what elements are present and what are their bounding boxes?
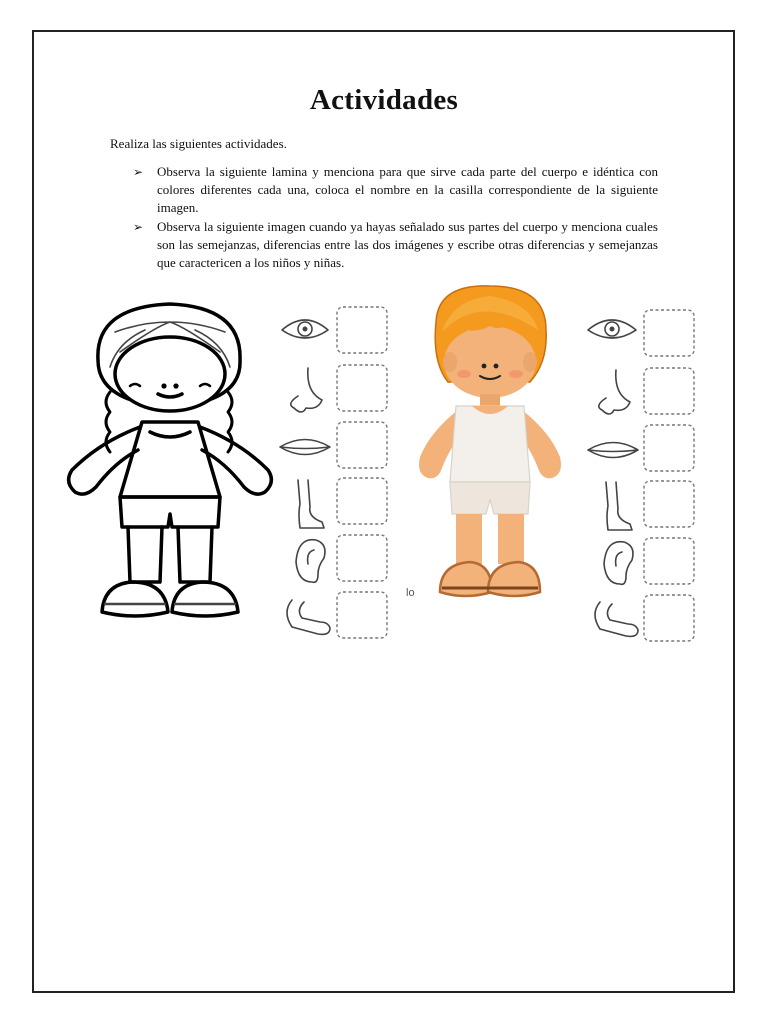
arrow-bullet-icon: ➢ [133, 219, 144, 234]
arm-icon [595, 602, 638, 636]
boy-colored-figure [419, 286, 561, 596]
leg-icon [298, 480, 324, 528]
instruction-text: Observa la siguiente imagen cuando ya hayas señalado sus partes del cuerpo y menciona cuales son las semejanzas, diferencias entre las dos imágenes y escribe otras diferencias y semejanzas que caractericen a los niños y niñas. [157, 218, 658, 271]
intro-text: Realiza las siguientes actividades. [110, 136, 287, 151]
answer-box[interactable] [337, 592, 387, 638]
answer-box[interactable] [337, 365, 387, 411]
answer-box[interactable] [644, 368, 694, 414]
answer-box[interactable] [337, 535, 387, 581]
ear-icon [296, 540, 325, 583]
eye-icon [282, 320, 328, 338]
answer-box[interactable] [337, 478, 387, 524]
answer-box[interactable] [337, 422, 387, 468]
instruction-item [133, 163, 658, 218]
arm-icon [287, 600, 330, 634]
answer-box[interactable] [337, 307, 387, 353]
nose-icon [291, 368, 322, 412]
answer-box[interactable] [644, 310, 694, 356]
arrow-bullet-icon: ➢ [133, 165, 144, 179]
worksheet-illustration [60, 282, 710, 652]
eye-icon [588, 320, 636, 338]
answer-box[interactable] [644, 481, 694, 527]
instruction-list [133, 163, 658, 272]
girl-outline-figure [69, 304, 272, 616]
answer-box[interactable] [644, 595, 694, 641]
left-body-parts-column [280, 307, 387, 638]
nose-icon [599, 370, 630, 414]
stray-text: lo [406, 587, 415, 599]
instruction-item [133, 218, 658, 273]
page-title: Actividades [309, 84, 459, 116]
instruction-text: Observa la siguiente lamina y menciona para que sirve cada parte del cuerpo e idéntica con colores diferentes cada una, coloca el nombre en la casilla correspondiente de la siguiente imagen. [157, 164, 658, 216]
leg-icon [606, 482, 632, 530]
answer-box[interactable] [644, 425, 694, 471]
ear-icon [604, 542, 633, 585]
mouth-icon [588, 443, 638, 458]
right-body-parts-column [588, 310, 694, 641]
answer-box[interactable] [644, 538, 694, 584]
mouth-icon [280, 440, 330, 455]
